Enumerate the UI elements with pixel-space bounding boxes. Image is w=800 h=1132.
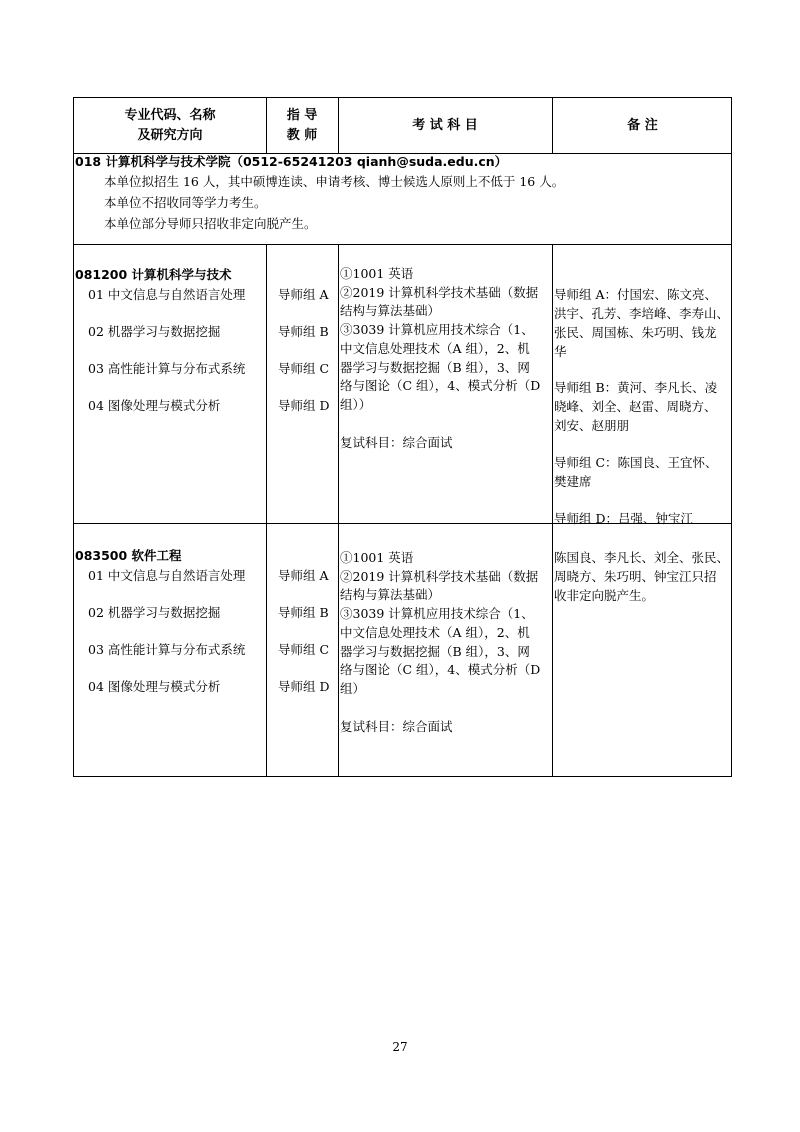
remark-line: 洪宇、孔芳、李培峰、李寿山、 [554,306,730,321]
college-title: 018 计算机科学与技术学院（0512-65241203 qianh@suda.edu.cn） [75,154,508,169]
advisor-group: 导师组 C [278,361,330,376]
direction-item: 02 机器学习与数据挖掘 [88,605,221,620]
direction-item: 01 中文信息与自然语言处理 [88,568,246,583]
direction-item: 01 中文信息与自然语言处理 [88,287,246,302]
remark-line: 华 [554,344,567,359]
header-exam: 考 试 科 目 [412,117,478,133]
college-note: 本单位部分导师只招收非定向脱产生。 [104,216,317,231]
exam-subject: ③3039 计算机应用技术综合（1、 [340,322,534,337]
advisor-group: 导师组 A [278,287,329,302]
exam-subject: ②2019 计算机科学技术基础（数据 [340,569,539,584]
direction-item: 02 机器学习与数据挖掘 [88,324,221,339]
remark-line: 导师组 A：付国宏、陈文亮、 [554,287,718,302]
remark-line: 刘安、赵朋朋 [554,418,630,433]
exam-subject: ②2019 计算机科学技术基础（数据 [340,285,539,300]
college-note: 本单位不招收同等学力考生。 [104,195,267,210]
advisor-group: 导师组 C [278,642,330,657]
exam-subject: 络与图论（C 组），4、模式分析（D [340,662,541,677]
exam-subject: 器学习与数据挖掘（B 组），3、网 [340,644,530,659]
advisor-group: 导师组 B [278,324,329,339]
program-title: 081200 计算机科学与技术 [75,267,232,282]
direction-item: 04 图像处理与模式分析 [88,679,221,694]
remark-line: 晓峰、刘全、赵雷、周晓方、 [554,399,717,414]
exam-subject: 组）） [340,397,372,412]
advisor-group: 导师组 D [278,398,330,413]
exam-subject: 中文信息处理技术（A 组），2、机 [340,341,530,356]
remark-line: 张民、周国栋、朱巧明、钱龙 [554,325,717,340]
advisor-group: 导师组 B [278,605,329,620]
remark-line: 导师组 D：吕强、钟宝江 [554,511,693,526]
exam-subject: 中文信息处理技术（A 组），2、机 [340,625,530,640]
direction-item: 03 高性能计算与分布式系统 [88,361,246,376]
retest-subject: 复试科目：综合面试 [340,719,453,734]
header-major: 专业代码、名称 及研究方向 [124,107,216,143]
direction-item: 03 高性能计算与分布式系统 [88,642,246,657]
remark-line: 周晓方、朱巧明、钟宝江只招 [554,569,717,584]
advisor-group: 导师组 D [278,679,330,694]
retest-subject: 复试科目：综合面试 [340,435,453,450]
exam-subject: 组） [340,681,366,696]
college-note: 本单位拟招生 16 人，其中硕博连读、申请考核、博士候选人原则上不低于 16 人。 [104,174,565,189]
remark-line: 陈国良、李凡长、刘全、张民、 [554,550,730,565]
exam-subject: ①1001 英语 [340,266,414,281]
exam-subject: ①1001 英语 [340,550,414,565]
exam-subject: 络与图论（C 组），4、模式分析（D [340,378,541,393]
remark-line: 收非定向脱产生。 [554,588,655,603]
remark-line: 樊建席 [554,474,592,489]
direction-item: 04 图像处理与模式分析 [88,398,221,413]
admissions-table [73,97,732,777]
exam-subject: 结构与算法基础） [340,587,441,602]
program-title: 083500 软件工程 [75,548,182,563]
remark-line: 导师组 B：黄河、李凡长、凌 [554,380,718,395]
exam-subject: 结构与算法基础） [340,303,441,318]
header-advisor: 指 导 教 师 [286,107,318,143]
exam-subject: ③3039 计算机应用技术综合（1、 [340,606,534,621]
exam-subject: 器学习与数据挖掘（B 组），3、网 [340,360,530,375]
college-divider [74,244,731,245]
remark-line: 导师组 C：陈国良、王宜怀、 [554,455,718,470]
advisor-group: 导师组 A [278,568,329,583]
header-remarks: 备 注 [627,117,658,133]
page-number: 27 [392,1040,408,1054]
